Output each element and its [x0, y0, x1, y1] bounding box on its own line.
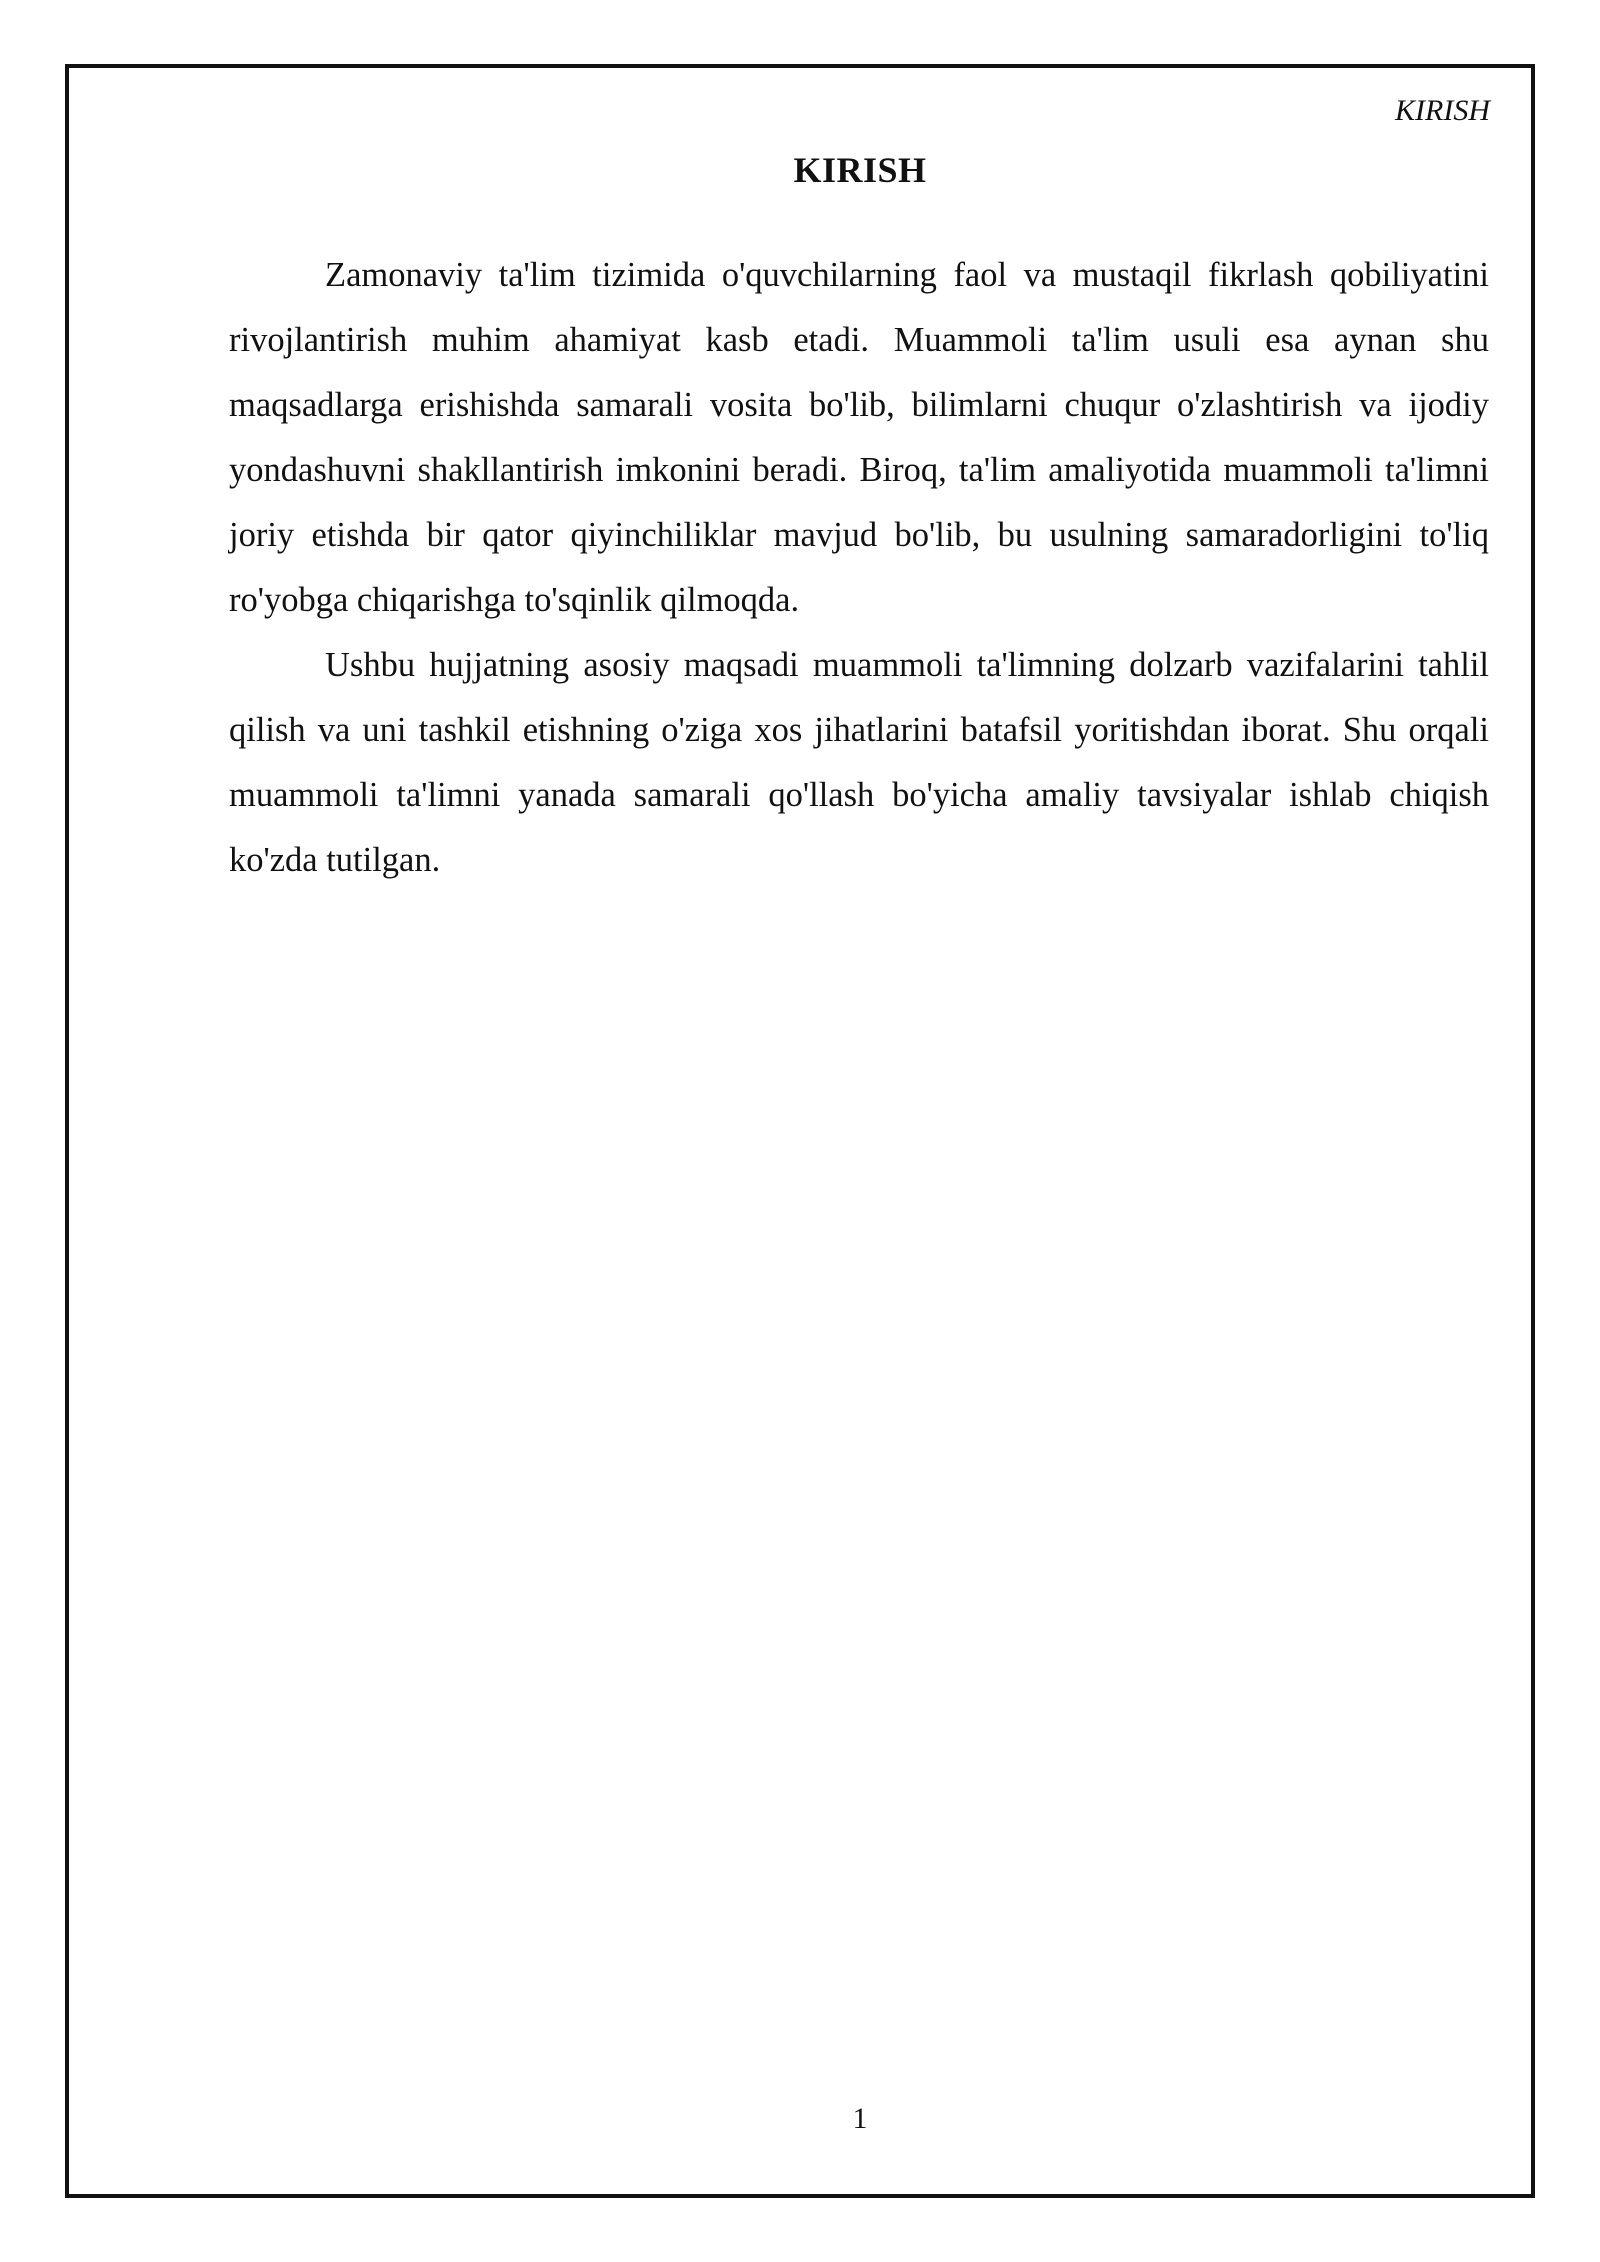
page-title: KIRISH — [793, 150, 927, 190]
paragraph-1: Zamonaviy ta'lim tizimida o'quvchilarning faol va mustaqil fikrlash qobiliyatini rivojlantirish muhim ahamiyat kasb etadi. Muammoli ta'lim usuli esa aynan shu maqsadlarga erishishda samarali vosita bo'lib, bilimlarni chuqur o'zlashtirish va ijodiy yondashuvni shakllantirish imkonini beradi. Biroq, ta'lim amaliyotida muammoli ta'limni joriy etishda bir qator qiyinchiliklar mavjud bo'lib, bu usulning samaradorligini to'liq ro'yobga chiqarishga to'sqinlik qilmoqda. — [229, 256, 1489, 619]
document-body — [229, 243, 1489, 893]
running-header: KIRISH — [1395, 94, 1490, 127]
page-number: 1 — [852, 2102, 868, 2135]
paragraph-2: Ushbu hujjatning asosiy maqsadi muammoli ta'limning dolzarb vazifalarini tahlil qilish va uni tashkil etishning o'ziga xos jihatlarini batafsil yoritishdan iborat. Shu orqali muammoli ta'limni yanada samarali qo'llash bo'yicha amaliy tavsiyalar ishlab chiqish ko'zda tutilgan. — [229, 646, 1489, 879]
